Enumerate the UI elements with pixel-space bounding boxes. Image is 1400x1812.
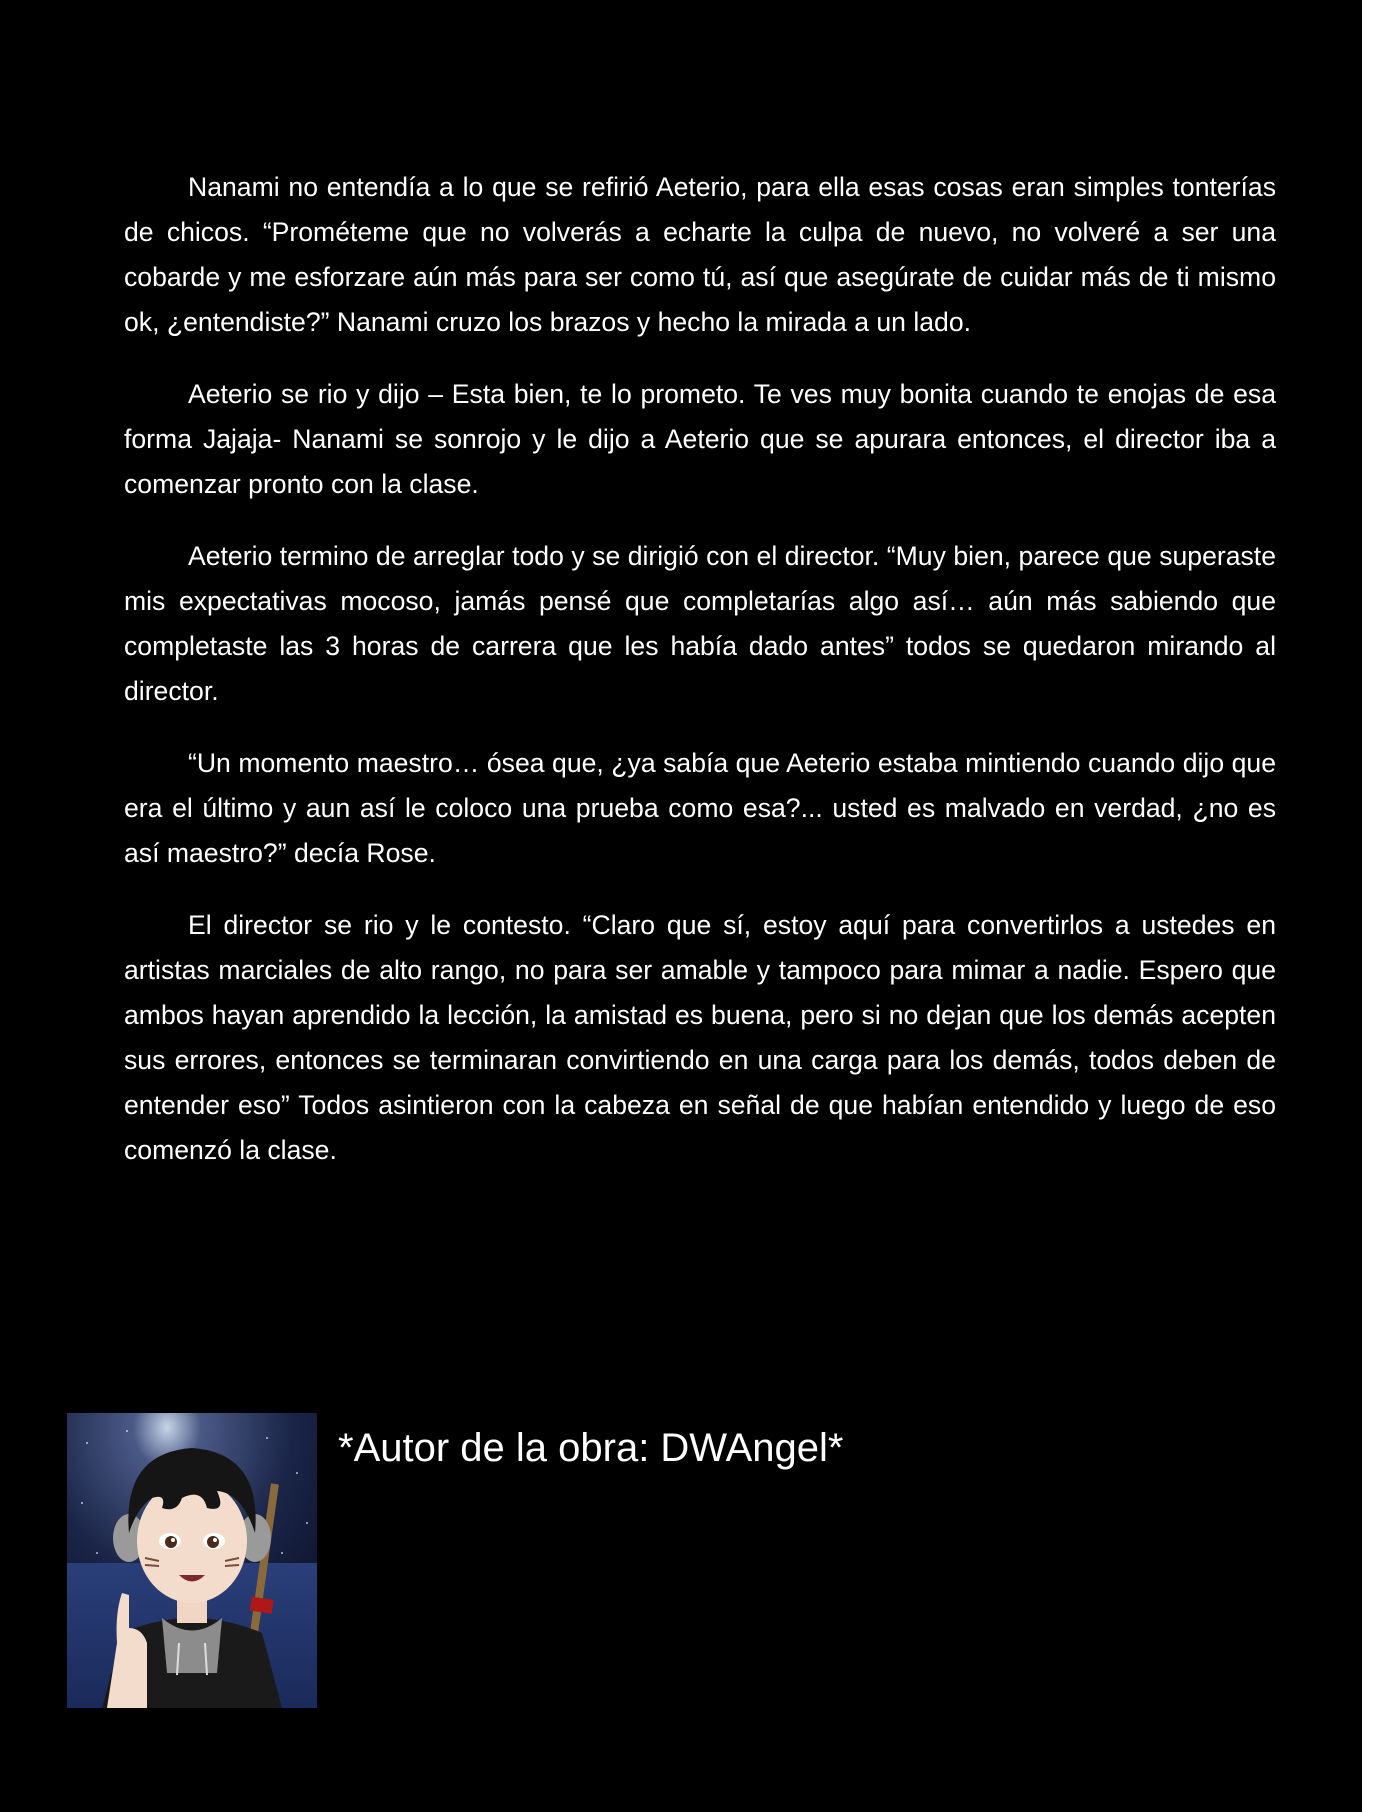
paragraph-3: Aeterio termino de arreglar todo y se dirigió con el director. “Muy bien, parece que superaste mis expectativas mocoso, jamás pensé que completarías algo así… aún más sabiendo que completaste las 3 horas de carrera que les había dado antes” todos se quedaron mirando al director.	[124, 541, 1276, 706]
story-text	[124, 165, 1276, 1200]
paragraph-5: El director se rio y le contesto. “Claro que sí, estoy aquí para convertirlos a ustedes en artistas marciales de alto rango, no para ser amable y tampoco para mimar a nadie. Espero que ambos hayan aprendido la lección, la amistad es buena, pero si no dejan que los demás acepten sus errores, entonces se terminaran convirtiendo en una carga para los demás, todos deben de entender eso” Todos asintieron con la cabeza en señal de que habían entendido y luego de eso comenzó la clase.	[124, 910, 1276, 1165]
author-credit: *Autor de la obra: DWAngel*	[338, 1426, 844, 1470]
author-avatar	[67, 1413, 317, 1708]
paragraph-4: “Un momento maestro… ósea que, ¿ya sabía que Aeterio estaba mintiendo cuando dijo que era el último y aun así le coloco una prueba como esa?... usted es malvado en verdad, ¿no es así maestro?” decía Rose.	[124, 748, 1276, 868]
paragraph-1: Nanami no entendía a lo que se refirió Aeterio, para ella esas cosas eran simples tonterías de chicos. “Prométeme que no volverás a echarte la culpa de nuevo, no volveré a ser una cobarde y me esforzare aún más para ser como tú, así que asegúrate de cuidar más de ti mismo ok, ¿entendiste?” Nanami cruzo los brazos y hecho la mirada a un lado.	[124, 172, 1276, 337]
paragraph-2: Aeterio se rio y dijo – Esta bien, te lo prometo. Te ves muy bonita cuando te enojas de esa forma Jajaja- Nanami se sonrojo y le dijo a Aeterio que se apurara entonces, el director iba a comenzar pronto con la clase.	[124, 379, 1276, 499]
